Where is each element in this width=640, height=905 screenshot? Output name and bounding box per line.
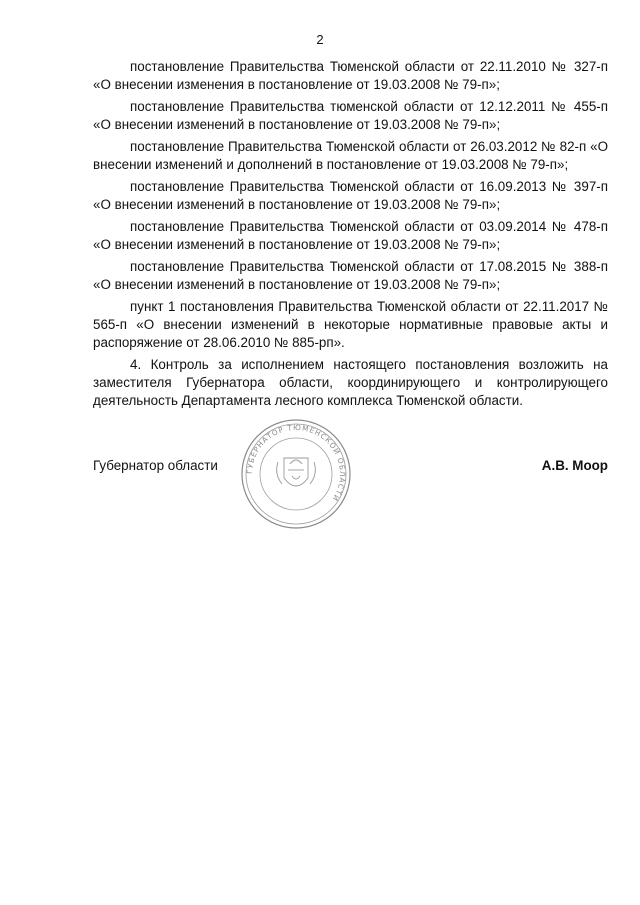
clause-4: 4. Контроль за исполнением настоящего постановления возложить на заместителя Губернатора области, координирующего и контролирующего деятельность Департамента лесного комплекса Тюменской области. (93, 357, 608, 408)
list-item: постановление Правительства тюменской области от 12.12.2011 № 455-п «О внесении изменений в постановление от 19.03.2008 № 79-п»; (93, 99, 608, 132)
coat-of-arms-icon (277, 458, 316, 486)
document-body (93, 58, 608, 414)
svg-text:ГУБЕРНАТОР ТЮМЕНСКОЙ ОБЛАСТИ (245, 423, 347, 503)
signatory-name: А.В. Моор (541, 458, 608, 473)
list-item: постановление Правительства Тюменской области от 26.03.2012 № 82-п «О внесении изменений и дополнений в постановление от 19.03.2008 № 79-п»; (93, 139, 608, 172)
official-seal-stamp (240, 418, 352, 530)
list-item: постановление Правительства Тюменской области от 16.09.2013 № 397-п «О внесении изменений в постановление от 19.03.2008 № 79-п»; (93, 179, 608, 212)
signatory-title: Губернатор области (93, 458, 218, 473)
seal-ring-text: ГУБЕРНАТОР ТЮМЕНСКОЙ ОБЛАСТИ (244, 422, 348, 504)
page-number: 2 (316, 32, 324, 47)
list-item: постановление Правительства Тюменской области от 22.11.2010 № 327-п «О внесении изменения в постановление от 19.03.2008 № 79-п»; (93, 59, 608, 92)
list-item: постановление Правительства Тюменской области от 03.09.2014 № 478-п «О внесении изменений в постановление от 19.03.2008 № 79-п»; (93, 219, 608, 252)
list-item: пункт 1 постановления Правительства Тюменской области от 22.11.2017 № 565-п «О внесении изменений в некоторые нормативные правовые акты и распоряжение от 28.06.2010 № 885-рп». (93, 299, 608, 350)
list-item: постановление Правительства Тюменской области от 17.08.2015 № 388-п «О внесении изменений в постановление от 19.03.2008 № 79-п»; (93, 259, 608, 292)
